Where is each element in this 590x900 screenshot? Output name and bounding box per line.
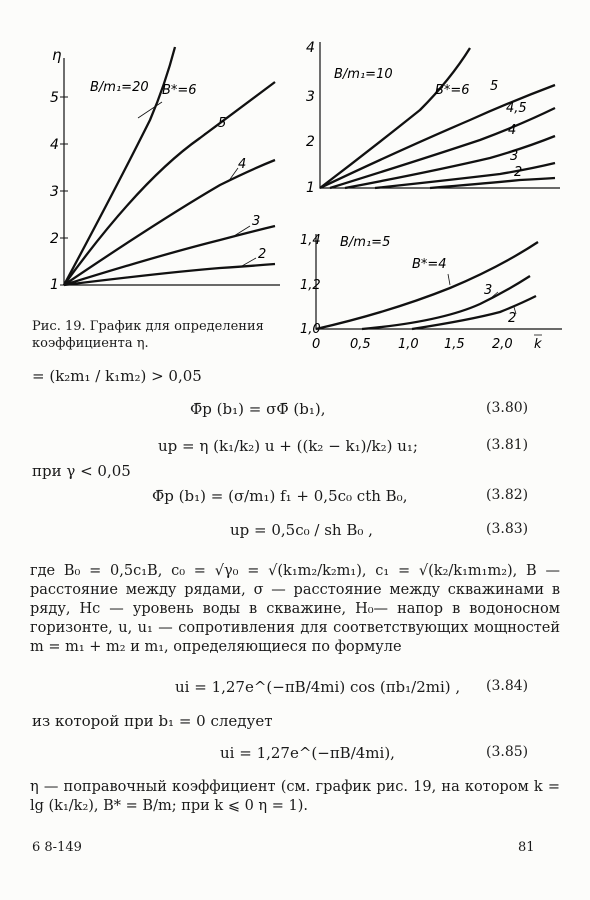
label-3: 3	[510, 149, 519, 164]
y-tick-10: 1,0	[300, 322, 321, 337]
equation-3-85: ui = 1,27e^(−πB/4mi), (3.85)	[220, 744, 529, 762]
label-B6: B*=6	[435, 83, 470, 98]
signature-mark: 6 8-149	[32, 840, 82, 855]
y-tick-4: 4	[50, 137, 59, 153]
equation-3-80: Φ̄p (b₁) = σΦ̄ (b₁), (3.80)	[190, 400, 529, 418]
eta-axis-label: η	[52, 46, 62, 64]
label-3: 3	[252, 214, 261, 229]
figure-caption: Рис. 19. График для определения коэффициента η.	[32, 319, 264, 351]
leader-B4	[448, 274, 450, 285]
equation-3-83: up = 0,5c₀ / sh B₀ , (3.83)	[230, 521, 529, 539]
y-tick-3: 3	[50, 184, 59, 200]
equation-3-84: ui = 1,27e^(−πB/4mi) cos (πb₁/2mi) , (3.84)	[175, 678, 529, 696]
equation-3-81: up = η (k₁/k₂) u + ((k₂ − k₁)/k₂) u₁; (3.81)	[158, 437, 529, 455]
label-2: 2	[258, 247, 267, 262]
condition-line-2: при γ < 0,05	[32, 462, 131, 480]
page-number: 81	[518, 840, 535, 855]
condition-line-1: = (k₂m₁ / k₁m₂) > 0,05	[32, 367, 202, 385]
y-tick-5: 5	[50, 90, 59, 106]
y-tick-4: 4	[306, 40, 315, 56]
label-4: 4	[508, 123, 517, 138]
x-tick-0: 0	[312, 337, 321, 352]
y-tick-3: 3	[306, 89, 315, 105]
x-tick-15: 1,5	[444, 337, 465, 352]
leader-5	[204, 127, 216, 134]
y-tick-14: 1,4	[300, 233, 321, 248]
label-2: 2	[514, 165, 523, 180]
curve-3	[362, 276, 530, 329]
condition-line-3: из которой при b₁ = 0 следует	[32, 712, 273, 730]
label-B6: B*=6	[162, 83, 197, 98]
leader-B6	[138, 102, 162, 118]
label-B4: B*=4	[412, 257, 447, 272]
x-tick-10: 1,0	[398, 337, 419, 352]
label-5: 5	[490, 79, 499, 94]
x-tick-20: 2,0	[492, 337, 513, 352]
definitions-paragraph: где B₀ = 0,5c₁B, c₀ = √γ₀ = √(k₁m₂/k₂m₁), c₁ = √(k₂/k₁m₁m₂), B — расстояние между рядами, σ — расстояние между скважинами в ряду, Hc — уровень воды в скважине, H₀— напор в водоносном горизонте, u, u₁ — сопротивления для соответствующих мощностей m = m₁ + m₂ и m₁, определяющиеся по формуле	[30, 563, 560, 655]
curve-B4	[316, 242, 538, 329]
label-45: 4,5	[506, 101, 527, 116]
equation-3-82: Φ̄p (b₁) = (σ/m₁) f₁ + 0,5c₀ cth B₀, (3.82)	[152, 487, 529, 505]
chart-left	[20, 30, 290, 300]
x-axis-label: k	[534, 337, 542, 352]
y-tick-1: 1	[50, 277, 59, 293]
x-tick-05: 0,5	[350, 337, 371, 352]
chart-top-right	[300, 30, 570, 200]
curve-2	[412, 296, 536, 329]
correction-coefficient-paragraph: η — поправочный коэффициент (см. график рис. 19, на котором k = lg (k₁/k₂), B* = B/m; при k ⩽ 0 η = 1).	[30, 779, 560, 814]
label-5: 5	[218, 116, 227, 131]
param-label-left: B/m₁=20	[90, 80, 149, 95]
y-tick-2: 2	[50, 231, 59, 247]
label-4: 4	[238, 157, 247, 172]
y-tick-12: 1,2	[300, 278, 321, 293]
label-3: 3	[484, 283, 493, 298]
label-2: 2	[508, 311, 517, 326]
leader-4	[228, 168, 238, 182]
param-label-top-right: B/m₁=10	[334, 67, 393, 82]
y-tick-2: 2	[306, 134, 315, 150]
y-tick-1: 1	[306, 180, 315, 196]
curve-3	[64, 226, 275, 285]
chart-bottom-right	[300, 222, 570, 357]
param-label-bottom-right: B/m₁=5	[340, 235, 391, 250]
